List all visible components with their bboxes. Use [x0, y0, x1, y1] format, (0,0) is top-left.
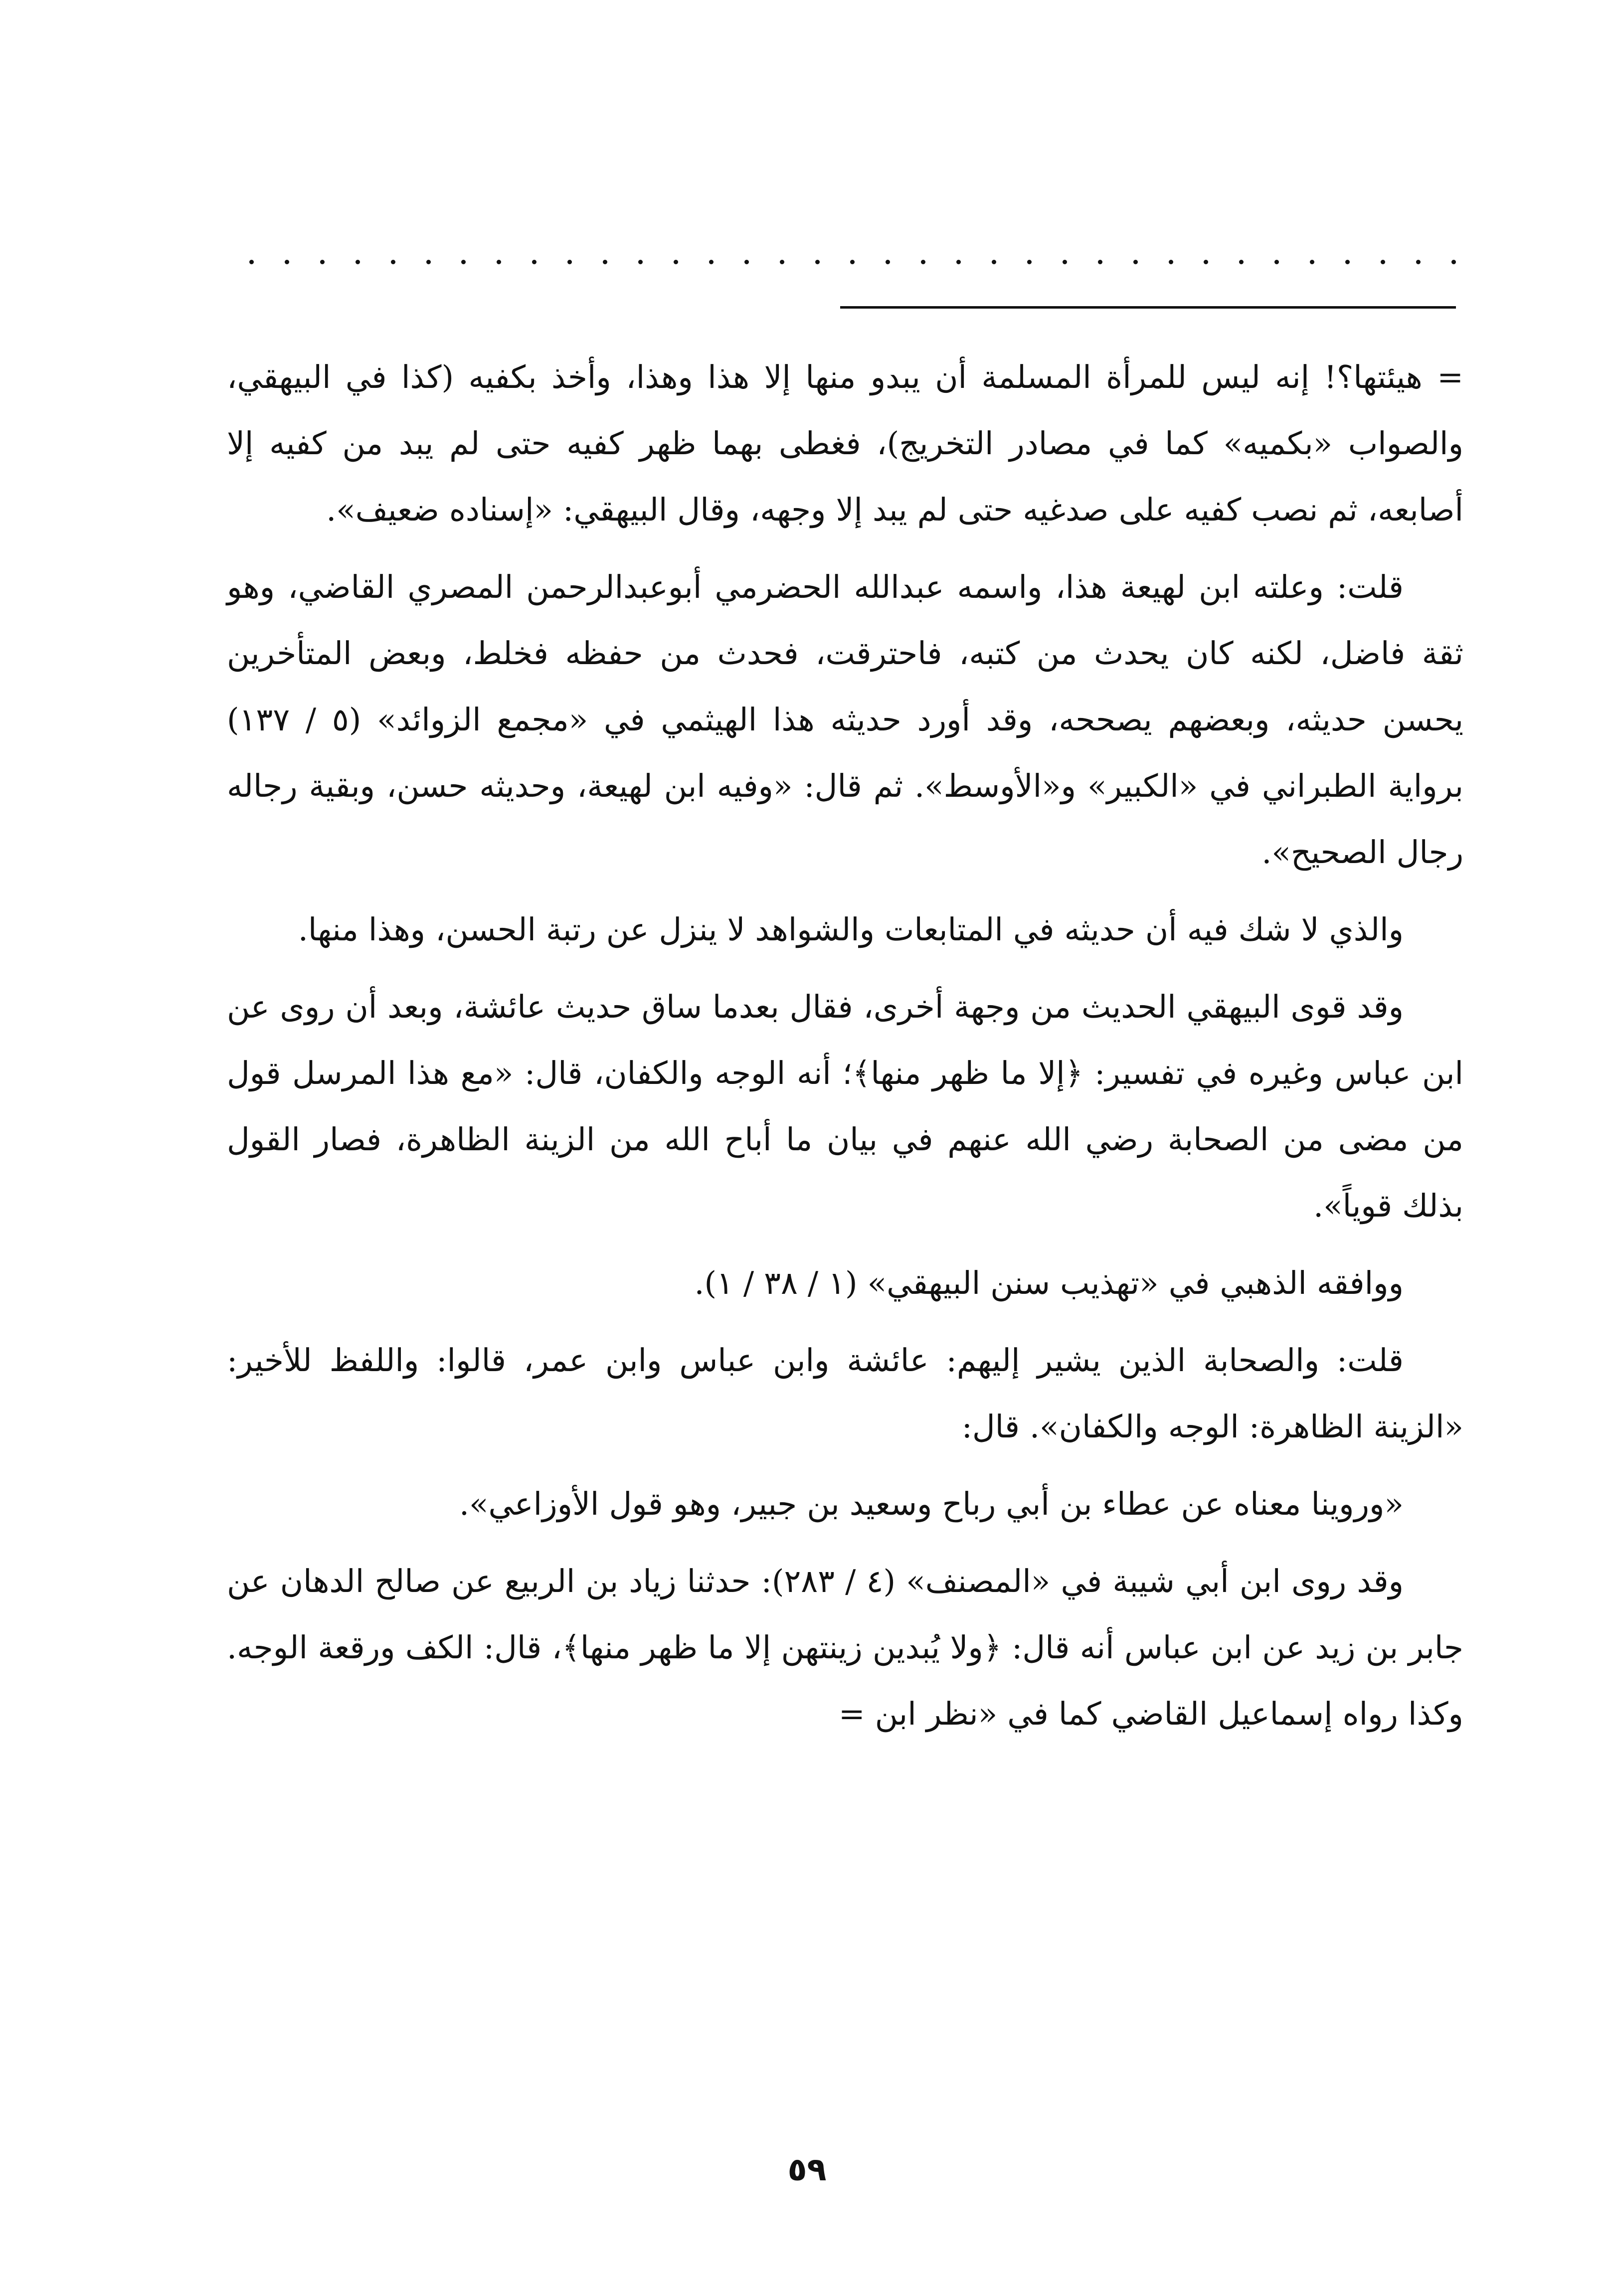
footnote-rule — [840, 306, 1456, 309]
dotted-separator — [249, 252, 1456, 272]
paragraph-5: ووافقه الذهبي في «تهذيب سنن البيهقي» (١ / ٣٨ / ١). — [694, 1265, 1404, 1301]
paragraph-8: وقد روى ابن أبي شيبة في «المصنف» (٤ / ٢٨٣): حدثنا زياد بن الربيع عن صالح الدهان عن جابر بن زيد عن ابن عباس أنه قال: ﴿ولا يُبدين زينتهن إلا ما ظهر منها﴾، قال: الكف ورقعة الوجه. وكذا رواه إسماعيل القاضي كما في «نظر ابن = — [227, 1563, 1463, 1732]
paragraph-7: «وروينا معناه عن عطاء بن أبي رباح وسعيد بن جبير، وهو قول الأوزاعي». — [459, 1486, 1404, 1522]
paragraph-1: = هيئتها؟! إنه ليس للمرأة المسلمة أن يبدو منها إلا هذا وهذا، وأخذ بكفيه (كذا في البيهقي، والصواب «بكميه» كما في مصادر التخريج)، فغطى بهما ظهر كفيه حتى لم يبد من كفيه إلا أصابعه، ثم نصب كفيه على صدغيه حتى لم يبد إلا وجهه، وقال البيهقي: «إسناده ضعيف». — [227, 359, 1463, 528]
paragraph-4: وقد قوى البيهقي الحديث من وجهة أخرى، فقال بعدما ساق حديث عائشة، وبعد أن روى عن ابن عباس وغيره في تفسير: ﴿إلا ما ظهر منها﴾؛ أنه الوجه والكفان، قال: «مع هذا المرسل قول من مضى من الصحابة رضي الله عنهم في بيان ما أباح الله من الزينة الظاهرة، فصار القول بذلك قوياً». — [227, 989, 1463, 1224]
footnote-text — [227, 344, 1463, 1758]
paragraph-2: قلت: وعلته ابن لهيعة هذا، واسمه عبدالله الحضرمي أبوعبدالرحمن المصري القاضي، وهو ثقة فاضل، لكنه كان يحدث من كتبه، فاحترقت، فحدث من حفظه فخلط، وبعض المتأخرين يحسن حديثه، وبعضهم يصححه، وقد أورد حديثه هذا الهيثمي في «مجمع الزوائد» (٥ / ١٣٧) برواية الطبراني في «الكبير» و«الأوسط». ثم قال: «وفيه ابن لهيعة، وحديثه حسن، وبقية رجاله رجال الصحيح». — [227, 569, 1463, 871]
paragraph-3: والذي لا شك فيه أن حديثه في المتابعات والشواهد لا ينزل عن رتبة الحسن، وهذا منها. — [298, 911, 1404, 948]
paragraph-6: قلت: والصحابة الذين يشير إليهم: عائشة وابن عباس وابن عمر، قالوا: واللفظ للأخير: «الزينة الظاهرة: الوجه والكفان». قال: — [227, 1342, 1463, 1445]
page-number: ٥٩ — [787, 2151, 827, 2188]
